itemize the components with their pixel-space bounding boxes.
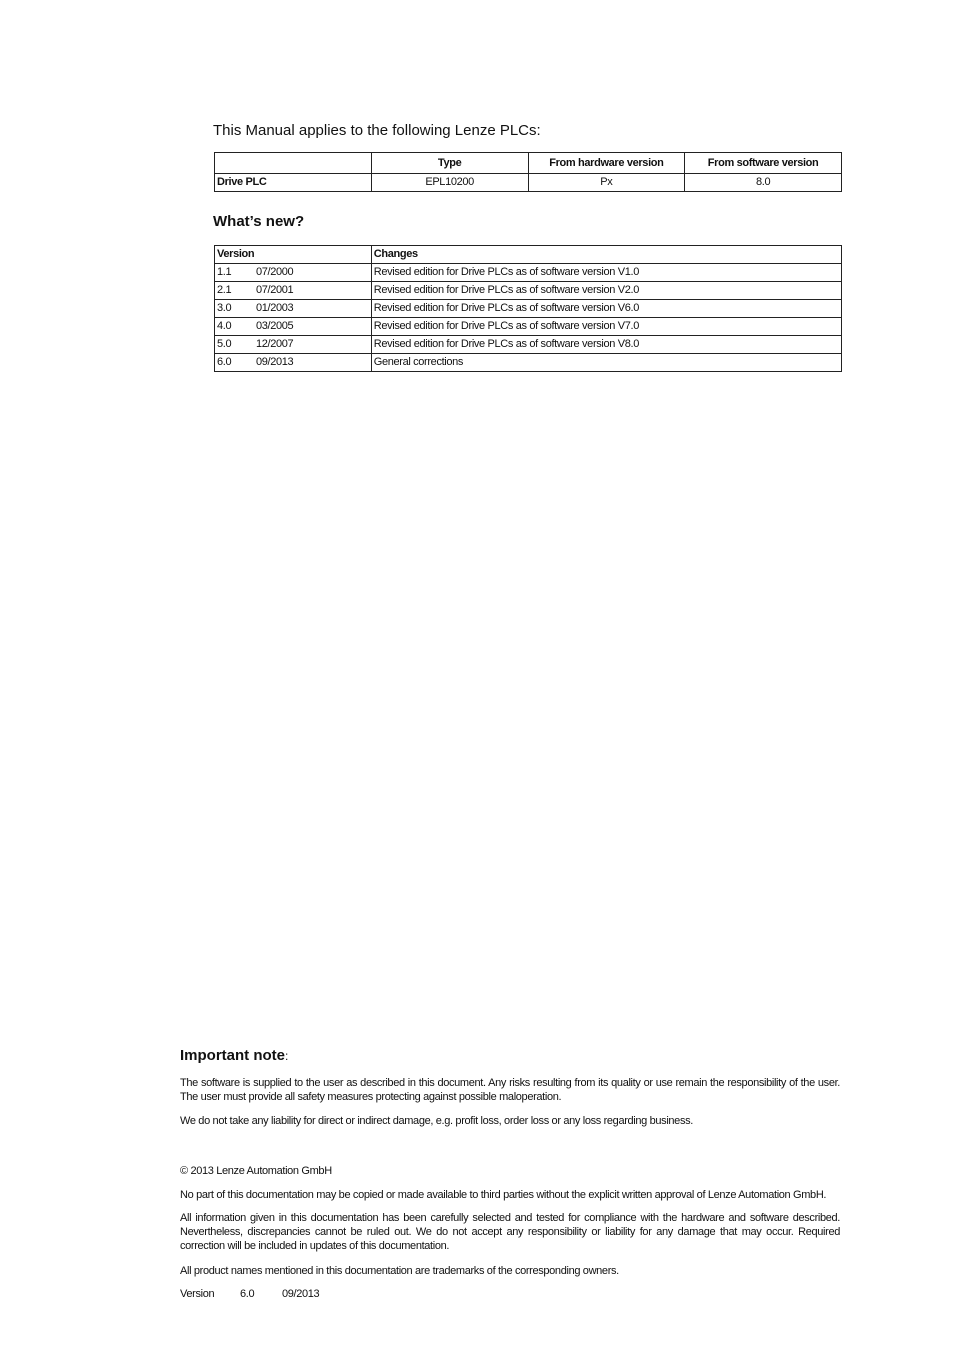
version-date: 01/2003 (256, 301, 294, 314)
legal-p1: No part of this documentation may be copied or made available to third parties without the explicit written approval of Lenze Automation GmbH. (180, 1189, 827, 1201)
plc-header-blank (215, 153, 372, 174)
whats-new-heading: What’s new? (213, 213, 305, 230)
plc-hw-version: Px (528, 174, 685, 192)
legal-p2: All information given in this documentation has been carefully selected and tested for compliance with the hardware and software described. Nevertheless, discrepancies cannot be ruled out. We do not accept any responsibility or liability for any damage that may occur. Required correction will be included in updates of this documentation. (180, 1212, 840, 1252)
version-header: Version (215, 246, 372, 264)
version-cell (215, 335, 372, 353)
version-cell (215, 281, 372, 299)
changes-header: Changes (371, 246, 841, 264)
plc-name: Drive PLC (215, 174, 372, 192)
version-table-header (215, 246, 842, 264)
important-note-colon: : (285, 1049, 289, 1063)
version-cell (215, 299, 372, 317)
version-date: 12/2007 (256, 337, 294, 350)
table-row (215, 281, 842, 299)
version-number: 1.1 (217, 265, 232, 278)
table-row (215, 263, 842, 281)
footer-version-label: Version (180, 1288, 215, 1300)
version-number: 2.1 (217, 283, 232, 296)
legal-p3: All product names mentioned in this documentation are trademarks of the corresponding owners. (180, 1265, 619, 1277)
plc-table-header (215, 153, 842, 174)
version-number: 6.0 (217, 355, 232, 368)
copyright: © 2013 Lenze Automation GmbH (180, 1165, 332, 1177)
plc-header-hw: From hardware version (528, 153, 685, 174)
important-note-p2: We do not take any liability for direct or indirect damage, e.g. profit loss, order loss or any loss regarding business. (180, 1115, 693, 1127)
change-cell: Revised edition for Drive PLCs as of software version V7.0 (371, 317, 841, 335)
footer-version (180, 1287, 840, 1301)
version-cell (215, 263, 372, 281)
table-row (215, 317, 842, 335)
version-number: 5.0 (217, 337, 232, 350)
footer-version-date: 09/2013 (282, 1288, 320, 1300)
plc-sw-version: 8.0 (685, 174, 842, 192)
version-number: 4.0 (217, 319, 232, 332)
change-cell: Revised edition for Drive PLCs as of software version V2.0 (371, 281, 841, 299)
plc-type: EPL10200 (371, 174, 528, 192)
table-row (215, 353, 842, 371)
plc-header-sw: From software version (685, 153, 842, 174)
change-cell: General corrections (371, 353, 841, 371)
important-note-heading (180, 1047, 288, 1064)
change-cell: Revised edition for Drive PLCs as of software version V6.0 (371, 299, 841, 317)
plc-header-type: Type (371, 153, 528, 174)
important-note-p1: The software is supplied to the user as described in this document. Any risks resulting from its quality or use remain the responsibility of the user. The user must provide all safety measures protecting against possible maloperation. (180, 1077, 840, 1103)
version-date: 03/2005 (256, 319, 294, 332)
footer-version-number: 6.0 (240, 1288, 255, 1300)
table-row (215, 335, 842, 353)
table-row (215, 299, 842, 317)
intro-text: This Manual applies to the following Lenze PLCs: (213, 122, 541, 139)
version-date: 07/2000 (256, 265, 294, 278)
table-row (215, 174, 842, 192)
important-note-title: Important note (180, 1047, 285, 1064)
version-table (214, 245, 842, 372)
change-cell: Revised edition for Drive PLCs as of software version V1.0 (371, 263, 841, 281)
version-cell (215, 353, 372, 371)
version-date: 09/2013 (256, 355, 294, 368)
plc-table (214, 152, 842, 192)
version-cell (215, 317, 372, 335)
change-cell: Revised edition for Drive PLCs as of software version V8.0 (371, 335, 841, 353)
version-number: 3.0 (217, 301, 232, 314)
version-date: 07/2001 (256, 283, 294, 296)
